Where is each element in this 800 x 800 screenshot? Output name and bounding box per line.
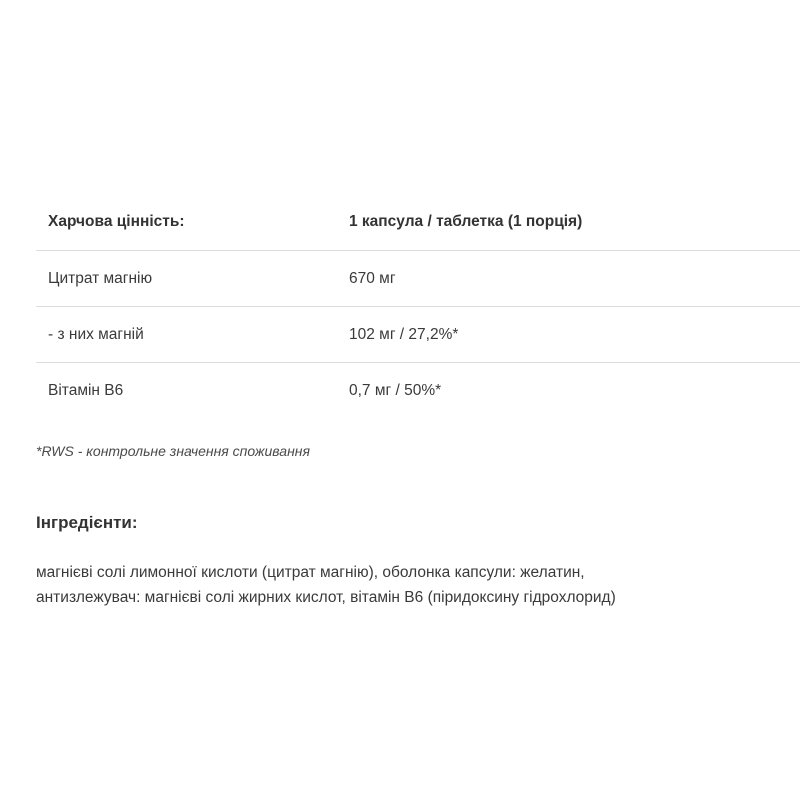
nutrient-amount: 0,7 мг / 50%*: [349, 382, 442, 399]
ingredients-text: [36, 560, 786, 610]
nutrition-header-serving: 1 капсула / таблетка (1 порція): [349, 213, 583, 230]
nutrient-name: Вітамін B6: [48, 382, 124, 399]
nutrient-amount: 102 мг / 27,2%*: [349, 325, 459, 343]
nutrient-name: - з них магній: [48, 325, 144, 343]
ingredients-line: магнієві солі лимонної кислоти (цитрат магнію), оболонка капсули: желатин,: [36, 564, 585, 581]
nutrition-header-label: Харчова цінність:: [48, 213, 185, 230]
nutrient-name: Цитрат магнію: [48, 269, 153, 287]
nutrition-table-header: [36, 194, 800, 251]
nutrient-amount: 670 мг: [349, 269, 396, 287]
table-row: [36, 307, 800, 363]
table-row: [36, 363, 800, 419]
ingredients-heading: Інгредієнти:: [36, 513, 138, 532]
ingredients-line: антизлежувач: магнієві солі жирних кислот, вітамін B6 (піридоксину гідрохлорид): [36, 589, 616, 606]
rws-footnote: *RWS - контрольне значення споживання: [36, 443, 310, 459]
nutrition-table: [36, 194, 800, 419]
table-row: [36, 251, 800, 307]
